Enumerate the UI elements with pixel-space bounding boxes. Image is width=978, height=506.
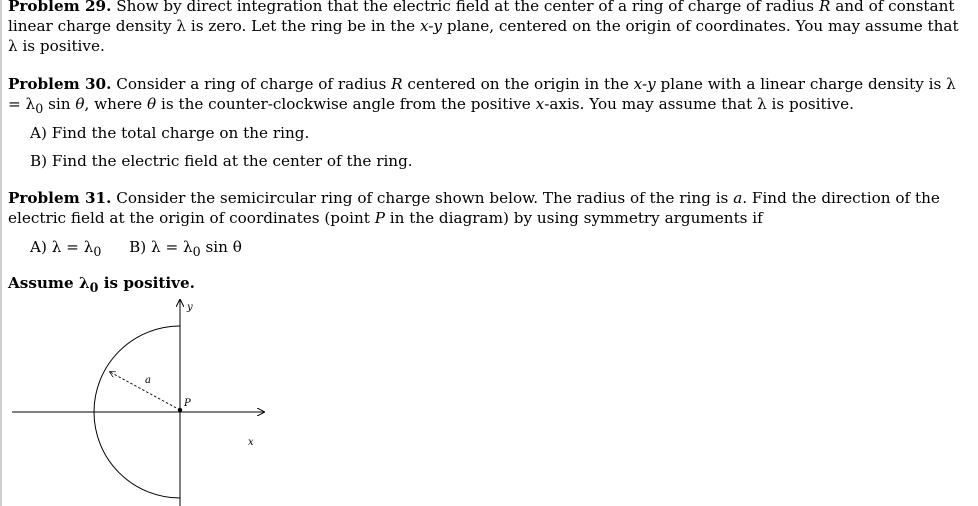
problem-31-radius-symbol: a [733,189,743,207]
problem-31-part-a: A) λ = λ [30,238,94,256]
problem-29-text-1: Show by direct integration that the electric field at the center of a ring of charge of radius [116,0,819,15]
problem-30-text-6: is the counter-clockwise angle from the positive [156,95,536,113]
assumption-pre: Assume λ [8,274,90,292]
problem-30-theta-2: θ [147,95,157,113]
problem-30-text-3: plane with a linear charge density is λ = λ [8,75,956,113]
problem-30-x: x [535,95,545,113]
problem-30-radius-symbol: R [391,75,403,93]
problem-30-subscript: 0 [35,101,44,117]
problem-30-theta: θ [75,95,85,113]
problem-30-label: Problem 30. [8,75,112,93]
problem-29-text-2: and of constant linear charge density λ is zero. Let the ring be in the [8,0,955,35]
problem-30-text-4: sin [43,95,76,113]
problem-30-text-7: -axis. You may assume that λ is positive. [544,95,854,113]
problem-31-text-1: Consider the semicircular ring of charge shown below. The radius of the ring is [116,189,734,207]
problem-29-text-3: plane, centered on the origin of coordinates. You may assume that λ is positive. [8,17,959,55]
problem-31-text-3: in the diagram) by using symmetry arguments if [384,209,763,227]
problem-31-label: Problem 31. [8,189,112,207]
problem-30 [8,74,973,119]
origin-point [178,408,182,412]
problem-30-part-a: A) Find the total charge on the ring. [30,124,310,142]
problem-29-plane: x-y [420,17,443,35]
semicircle-diagram [0,292,280,506]
problem-29 [8,0,973,56]
problem-29-label: Problem 29. [8,0,112,15]
problem-31-parts [30,237,242,262]
assumption-sub: 0 [89,280,99,296]
problem-31-part-b-sub: 0 [192,244,201,260]
point-p-label: P [184,398,191,409]
x-axis-label: x [248,437,254,448]
problem-31-part-b: B) λ = λ [129,238,193,256]
problem-31-point: P [374,209,385,227]
problem-30-plane: x-y [633,75,656,93]
problem-31-text-2: . Find the direction of the electric field at the origin of coordinates (point [8,189,940,227]
y-axis-label: y [187,302,193,313]
problem-31-part-b-post: sin θ [200,238,242,256]
problem-31-part-a-sub: 0 [93,244,102,260]
problem-29-radius-symbol: R [818,0,831,15]
problem-30-text-1: Consider a ring of charge of radius [116,75,392,93]
radius-label: a [145,375,151,386]
problem-30-text-2: centered on the origin in the [402,75,634,93]
assumption-post: is positive. [98,274,195,292]
problem-30-part-b: B) Find the electric field at the center of the ring. [30,152,413,170]
problem-31 [8,188,973,228]
problem-30-text-5: , where [84,95,148,113]
